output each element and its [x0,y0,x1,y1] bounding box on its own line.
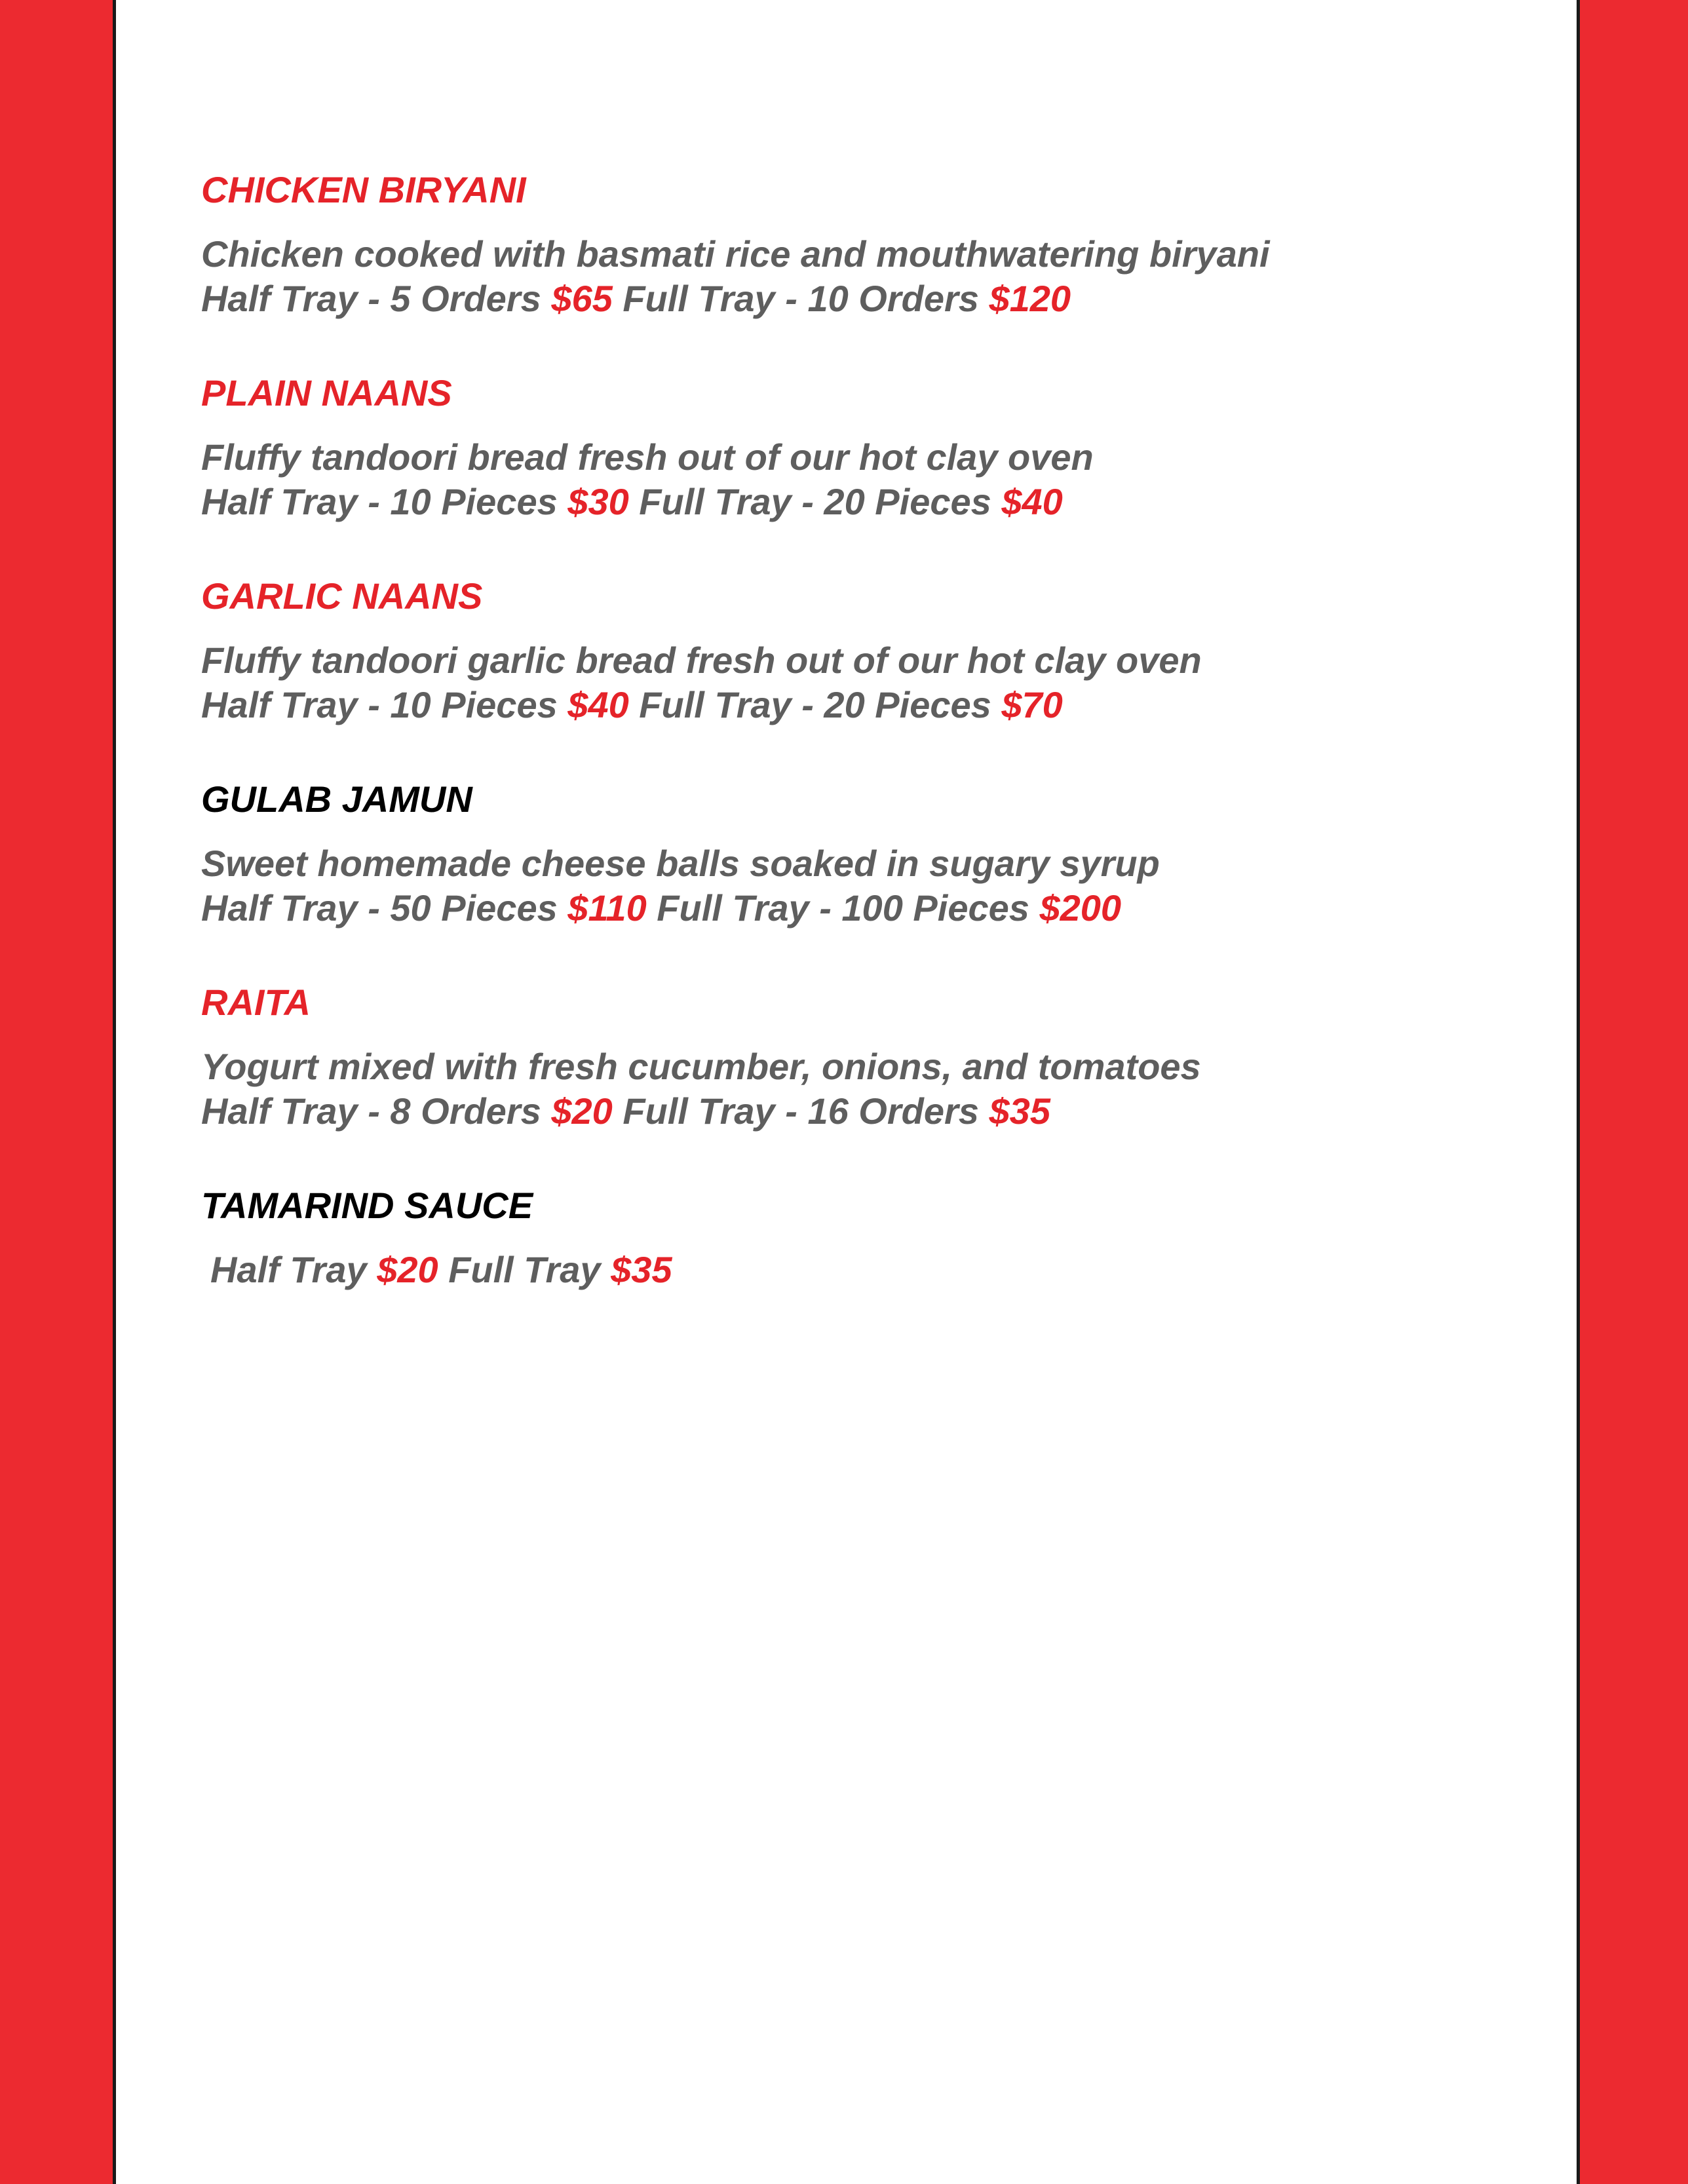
full-tray-label: Full Tray - 20 Pieces [639,481,991,522]
item-title: PLAIN NAANS [201,372,452,413]
half-tray-label: Half Tray - 10 Pieces [201,481,558,522]
full-tray-label: Full Tray [448,1249,601,1290]
item-title: GARLIC NAANS [201,575,483,617]
half-tray-price: $110 [567,887,647,929]
item-description: Chicken cooked with basmati rice and mouthwatering biryani [201,233,1270,275]
full-tray-label: Full Tray - 20 Pieces [639,684,991,725]
item-title: TAMARIND SAUCE [201,1185,533,1226]
full-tray-price: $35 [989,1090,1050,1132]
full-tray-label: Full Tray - 16 Orders [623,1090,979,1132]
full-tray-price: $120 [989,278,1071,319]
half-tray-label: Half Tray - 5 Orders [201,278,541,319]
item-description: Yogurt mixed with fresh cucumber, onions, and tomatoes [201,1046,1201,1087]
half-tray-price: $20 [551,1090,613,1132]
half-tray-label: Half Tray - 10 Pieces [201,684,558,725]
half-tray-price: $40 [567,684,629,725]
full-tray-price: $35 [611,1249,672,1290]
full-tray-label: Full Tray - 10 Orders [623,278,979,319]
menu-item-tamarind-sauce [201,1179,1512,1292]
item-description: Fluffy tandoori bread fresh out of our hot clay oven [201,436,1094,478]
half-tray-price: $65 [551,278,613,319]
item-prices [201,683,1512,727]
half-tray-label: Half Tray [210,1249,367,1290]
item-prices [201,1089,1512,1134]
item-description: Sweet homemade cheese balls soaked in sugary syrup [201,843,1160,884]
item-title: RAITA [201,982,311,1023]
item-description: Fluffy tandoori garlic bread fresh out of our hot clay oven [201,640,1202,681]
item-title: GULAB JAMUN [201,778,472,820]
left-red-border [0,0,116,2184]
menu-item-raita [201,976,1512,1134]
menu-item-gulab-jamun [201,773,1512,930]
menu-item-chicken-biryani [201,164,1512,321]
catering-menu [201,164,1512,1338]
item-prices [201,886,1512,930]
full-tray-price: $200 [1039,887,1122,929]
item-title: CHICKEN BIRYANI [201,169,526,210]
full-tray-price: $40 [1001,481,1063,522]
item-prices [201,1248,1512,1292]
half-tray-price: $20 [377,1249,438,1290]
menu-item-plain-naans [201,367,1512,524]
full-tray-price: $70 [1001,684,1063,725]
item-prices [201,277,1512,321]
item-prices [201,480,1512,524]
half-tray-price: $30 [567,481,629,522]
half-tray-label: Half Tray - 50 Pieces [201,887,558,929]
half-tray-label: Half Tray - 8 Orders [201,1090,541,1132]
right-red-border [1577,0,1688,2184]
full-tray-label: Full Tray - 100 Pieces [657,887,1029,929]
menu-item-garlic-naans [201,570,1512,727]
